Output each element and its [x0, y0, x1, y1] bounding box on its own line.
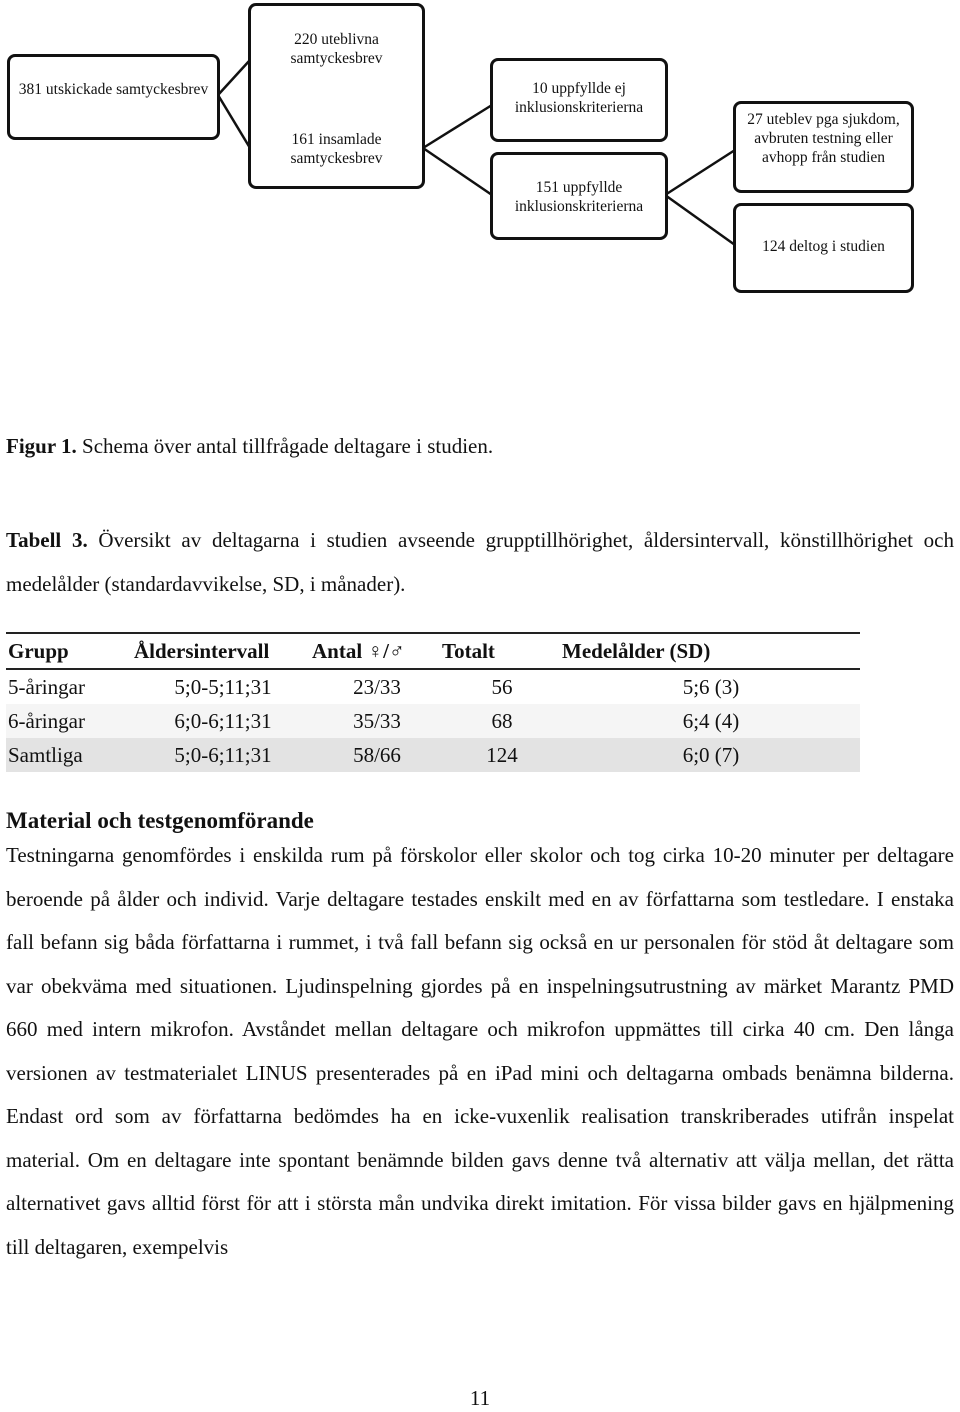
connector-sent-collected	[218, 95, 250, 148]
table-row	[6, 669, 860, 704]
cell-count-sex: 58/66	[312, 738, 442, 772]
header-age-interval: Åldersintervall	[134, 638, 270, 663]
header-group: Grupp	[8, 638, 69, 663]
box-fulfilled	[490, 152, 668, 240]
cell-group: 5-åringar	[8, 674, 85, 699]
box-not-fulfilled-text: 10 uppfyllde ej inklusionskriterierna	[514, 80, 644, 116]
box-participated	[733, 203, 914, 293]
box-collected-group	[248, 3, 425, 189]
cell-mean-age: 6;4 (4)	[562, 704, 860, 738]
box-dropped	[733, 101, 914, 193]
cell-total: 56	[491, 674, 513, 699]
figure-caption	[6, 433, 493, 459]
cell-age-interval: 5;0-5;11;31	[174, 674, 272, 699]
box-not-fulfilled	[490, 58, 668, 142]
cell-age-interval: 6;0-6;11;31	[134, 704, 312, 738]
participants-table	[6, 632, 860, 772]
header-total: Totalt	[442, 638, 495, 663]
box-participated-text: 124 deltog i studien	[762, 238, 885, 255]
connector-collected-notfulfilled	[423, 105, 492, 148]
cell-group: Samtliga	[6, 738, 134, 772]
box-missing-letters-text: 220 uteblivna samtyckesbrev	[290, 31, 383, 67]
figure-caption-text: Schema över antal tillfrågade deltagare i studien.	[82, 434, 494, 458]
box-fulfilled-text: 151 uppfyllde inklusionskriterierna	[514, 179, 644, 215]
table-caption-text: Översikt av deltagarna i studien avseende grupptillhörighet, åldersintervall, könstillhörighet och medelålder (standardavvikelse, SD, i månader).	[6, 528, 955, 596]
cell-total: 124	[442, 738, 562, 772]
cell-count-sex: 23/33	[353, 674, 401, 699]
cell-count-sex: 35/33	[312, 704, 442, 738]
header-mean-age: Medelålder (SD)	[562, 638, 711, 663]
header-count-sex: Antal ♀/♂	[312, 638, 405, 663]
box-collected-letters-text: 161 insamlade samtyckesbrev	[290, 131, 383, 167]
page-number: 11	[469, 1386, 491, 1410]
box-dropped-text: 27 uteblev pga sjukdom, avbruten testning eller avhopp från studien	[747, 111, 900, 166]
cell-mean-age: 6;0 (7)	[562, 738, 860, 772]
cell-mean-age: 5;6 (3)	[682, 674, 740, 699]
section-body-text: Testningarna genomfördes i enskilda rum på förskolor eller skolor och tog cirka 10-20 minuter per deltagare beroende på ålder och individ. Varje deltagare testades enskilt med en av författarna som testledare. I enstaka fall befann sig båda författarna i rummet, i två fall befann sig också en ur personalen för stöd åt deltagare som var obekväma med situationen. Ljudinspelning gjordes på en inspelningsutrustning av märket Marantz PMD 660 med intern mikrofon. Avståndet mellan deltagare och mikrofon uppmättes till cirka 40 cm. Den långa versionen av testmaterialet LINUS presenterades på en iPad mini och deltagarna ombads benämna bilderna. Endast ord som av författarna bedömdes ha en icke-vuxenlik realisation transkriberades utifrån inspelat material. Om en deltagare inte spontant benämnde bilden gavs denne två alternativ att välja mellan, det rätta alternativet gavs alltid först för att i största mån undvika direkt imitation. För vissa bilder gavs en hjälpmening till deltagaren, exempelvis	[6, 843, 954, 1259]
figure-caption-label: Figur 1.	[6, 434, 77, 458]
connector-fulfilled-dropped	[665, 150, 735, 195]
connector-sent-missing	[218, 60, 250, 95]
box-sent-letters	[7, 54, 220, 140]
cell-group: 6-åringar	[6, 704, 134, 738]
table-header-row	[6, 633, 860, 669]
cell-total: 68	[442, 704, 562, 738]
box-sent-letters-text: 381 utskickade samtyckesbrev	[18, 81, 209, 98]
section-heading: Material och testgenomförande	[6, 808, 314, 833]
table-caption-label: Tabell 3.	[6, 528, 88, 552]
connector-fulfilled-participated	[665, 195, 735, 245]
cell-age-interval: 5;0-6;11;31	[134, 738, 312, 772]
connector-collected-fulfilled	[423, 148, 492, 195]
table-row	[6, 738, 860, 772]
table-row	[6, 704, 860, 738]
table-caption	[6, 518, 954, 606]
